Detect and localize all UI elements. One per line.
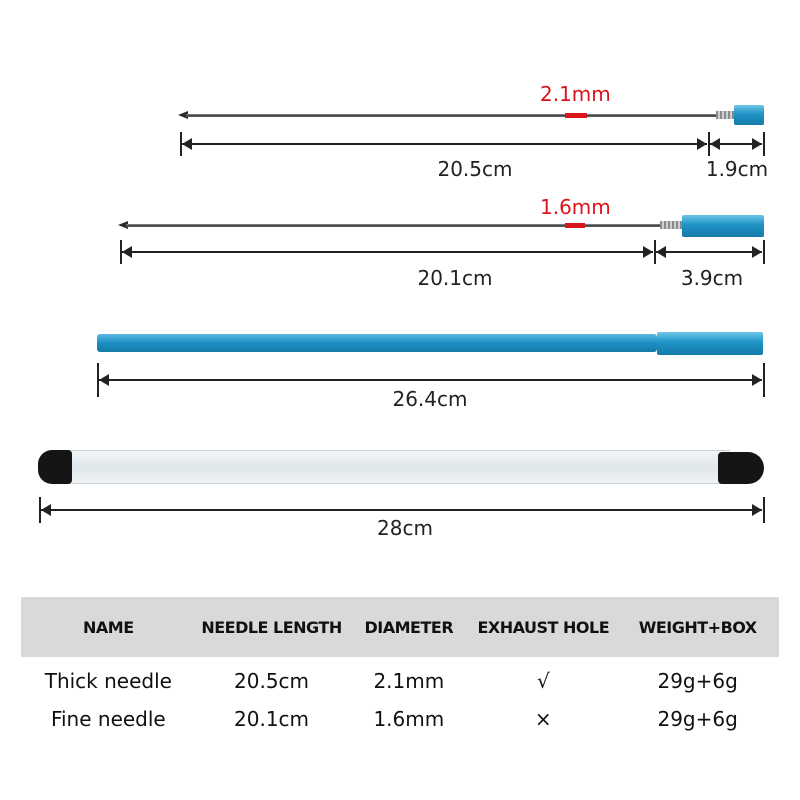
fine-needle-diameter-label: 1.6mm — [540, 195, 611, 219]
blue-rod-body — [97, 334, 657, 352]
header-weight-box: WEIGHT+BOX — [616, 597, 779, 657]
header-exhaust-hole: EXHAUST HOLE — [470, 597, 616, 657]
blue-rod-length-line — [99, 379, 762, 381]
fine-needle-red-mark — [565, 223, 585, 228]
cell-name: Thick needle — [44, 669, 172, 693]
table-row — [21, 657, 779, 700]
thick-needle-handle-line — [710, 143, 762, 145]
table-row — [21, 700, 779, 738]
dim-tick — [763, 240, 765, 264]
dim-tick — [763, 363, 765, 397]
thick-needle-shaft — [186, 114, 716, 117]
cell-exhaust-hole: × — [534, 707, 552, 731]
cell-needle-length: 20.1cm — [234, 707, 310, 731]
blue-rod-length-label: 26.4cm — [392, 387, 468, 411]
fine-needle-handle-length-label: 3.9cm — [680, 266, 744, 290]
storage-tube-body — [68, 450, 730, 484]
fine-needle-length-line — [122, 251, 653, 253]
cell-diameter: 1.6mm — [373, 707, 445, 731]
thick-needle-red-mark — [565, 113, 587, 118]
spec-table — [21, 597, 779, 738]
storage-tube-right-cap — [718, 452, 764, 484]
storage-tube-left-cap — [38, 450, 72, 484]
dim-tick — [763, 497, 765, 523]
cell-needle-length: 20.5cm — [234, 669, 310, 693]
thick-needle-length-label: 20.5cm — [437, 157, 513, 181]
fine-needle-handle — [682, 215, 764, 237]
thick-needle-thread — [716, 111, 734, 119]
cell-exhaust-hole: √ — [536, 669, 550, 693]
header-needle-length: NEEDLE LENGTH — [196, 597, 348, 657]
table-header-row — [21, 597, 779, 657]
blue-rod-handle — [657, 332, 763, 355]
fine-needle-handle-line — [656, 251, 762, 253]
cell-weight-box: 29g+6g — [657, 707, 738, 731]
cell-name: Fine needle — [50, 707, 166, 731]
fine-needle-thread — [660, 221, 682, 229]
thick-needle-length-line — [182, 143, 707, 145]
header-diameter: DIAMETER — [347, 597, 470, 657]
header-name: NAME — [21, 597, 196, 657]
thick-needle-handle — [734, 105, 764, 125]
thick-needle-diameter-label: 2.1mm — [540, 82, 611, 106]
storage-tube-length-line — [41, 509, 762, 511]
fine-needle-length-label: 20.1cm — [417, 266, 493, 290]
cell-diameter: 2.1mm — [373, 669, 445, 693]
storage-tube-length-label: 28cm — [377, 516, 433, 540]
cell-weight-box: 29g+6g — [657, 669, 738, 693]
dim-tick — [763, 132, 765, 156]
thick-needle-handle-length-label: 1.9cm — [705, 157, 769, 181]
